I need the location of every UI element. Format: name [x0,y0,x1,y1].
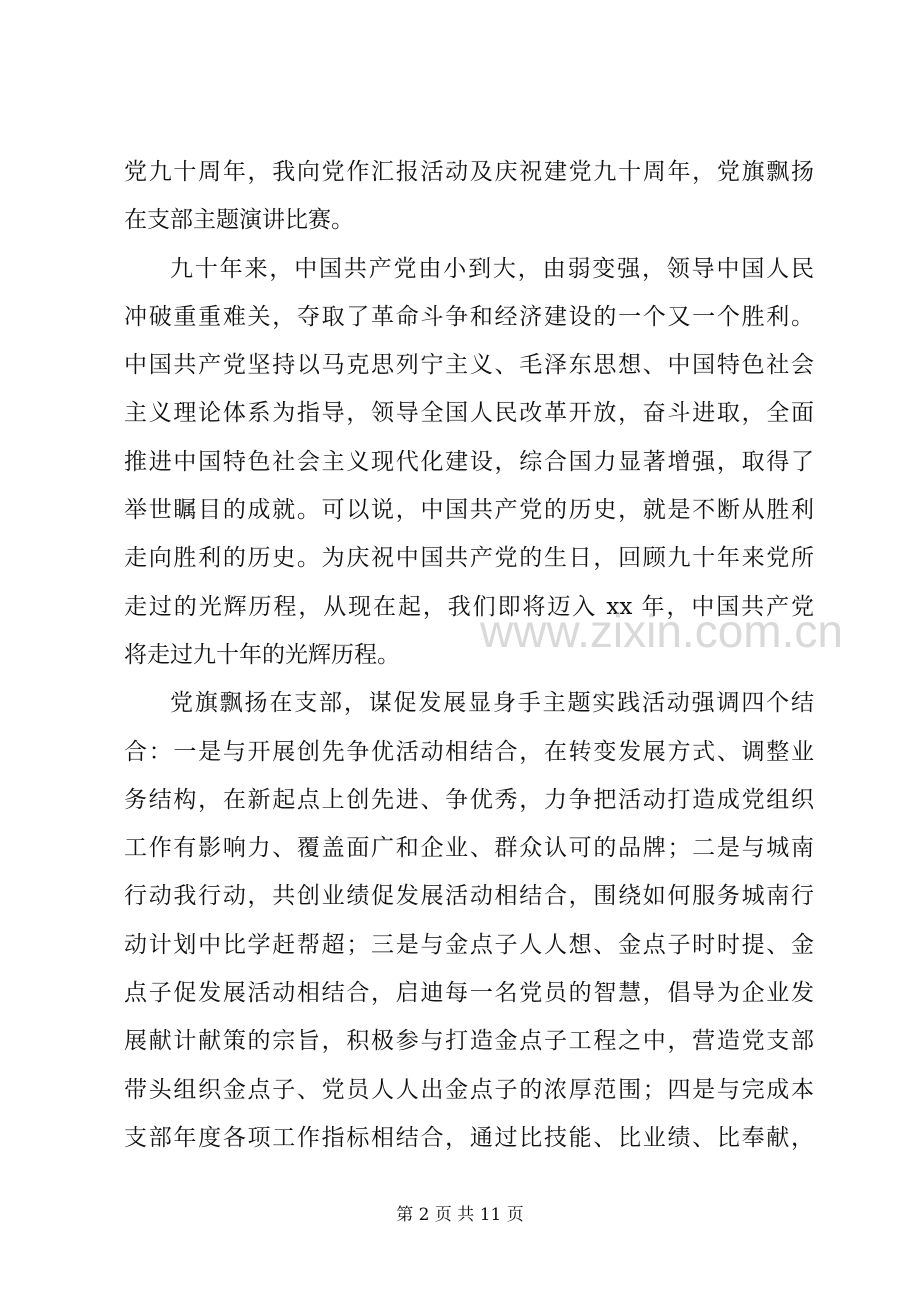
text-line: 走过的光辉历程，从现在起，我们即将迈入 xx 年，中国共产党 [124,593,814,620]
text-line: 展献计献策的宗旨，积极参与打造金点子工程之中，营造党支部 [124,1028,814,1055]
text-line: 带头组织金点子、党员人人出金点子的浓厚范围；四是与完成本 [124,1076,814,1103]
text-line: 走向胜利的历史。为庆祝中国共产党的生日，回顾九十年来党所 [124,545,814,572]
text-line: 动计划中比学赶帮超；三是与金点子人人想、金点子时时提、金 [124,931,814,958]
watermark: www.zixin.com.cn [480,605,843,657]
text-line: 九十年来，中国共产党由小到大，由弱变强，领导中国人民 [170,255,814,282]
text-line: 在支部主题演讲比赛。 [124,207,354,234]
text-line: 冲破重重难关，夺取了革命斗争和经济建设的一个又一个胜利。 [124,303,814,330]
text-line: 工作有影响力、覆盖面广和企业、群众认可的品牌；二是与城南 [124,835,814,862]
page-number: 第 2 页 共 11 页 [396,1205,524,1225]
text-line: 主义理论体系为指导，领导全国人民改革开放，奋斗进取，全面 [124,400,814,427]
text-line: 党九十周年，我向党作汇报活动及庆祝建党九十周年，党旗飘扬 [124,159,814,185]
text-line: 点子促发展活动相结合，启迪每一名党员的智慧，倡导为企业发 [124,980,814,1007]
text-line: 务结构，在新起点上创先进、争优秀，力争把活动打造成党组织 [124,786,814,813]
text-line: 举世瞩目的成就。可以说，中国共产党的历史，就是不断从胜利 [124,497,814,524]
text-line: 合：一是与开展创先争优活动相结合，在转变发展方式、调整业 [124,738,814,765]
text-line: 支部年度各项工作指标相结合，通过比技能、比业绩、比奉献， [124,1124,814,1151]
text-line: 推进中国特色社会主义现代化建设，综合国力显著增强，取得了 [124,448,814,475]
text-line: 行动我行动，共创业绩促发展活动相结合，围绕如何服务城南行 [124,883,814,910]
text-line: 中国共产党坚持以马克思列宁主义、毛泽东思想、中国特色社会 [124,352,814,379]
text-line: 将走过九十年的光辉历程。 [124,641,400,668]
text-line: 党旗飘扬在支部，谋促发展显身手主题实践活动强调四个结 [170,690,814,717]
